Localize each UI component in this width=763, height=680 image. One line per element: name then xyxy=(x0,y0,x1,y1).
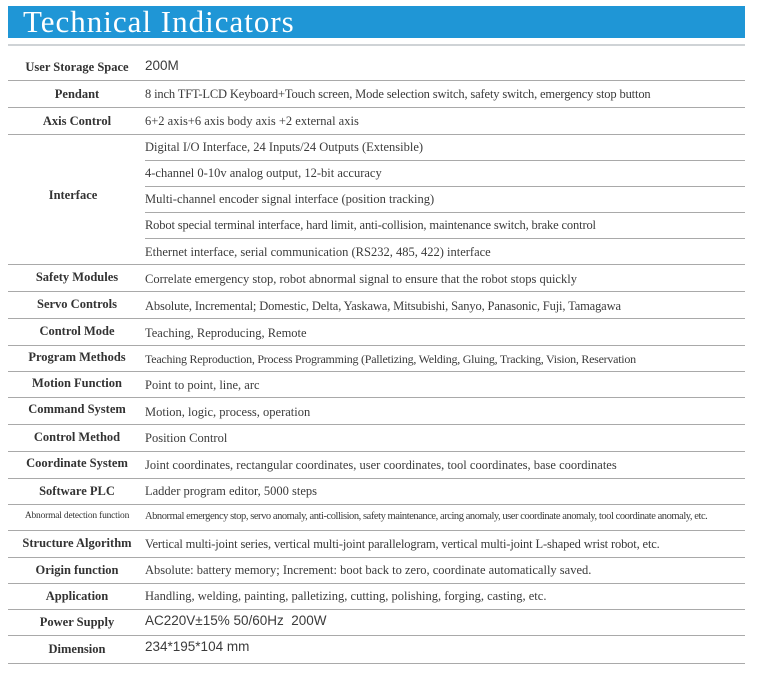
spec-row-structure-algorithm xyxy=(8,531,745,558)
spec-label: User Storage Space xyxy=(25,60,129,74)
page-title: Technical Indicators xyxy=(23,4,295,39)
spec-label: Dimension xyxy=(48,642,106,656)
spec-value: Absolute, Incremental; Domestic, Delta, Yaskawa, Mitsubishi, Sanyo, Panasonic, Fuji, Tamagawa xyxy=(145,299,621,313)
spec-label-interface: Interface xyxy=(48,188,98,202)
spec-value: Teaching, Reproducing, Remote xyxy=(145,326,307,340)
spec-value: Correlate emergency stop, robot abnormal signal to ensure that the robot stops quickly xyxy=(145,272,577,286)
spec-value: Vertical multi-joint series, vertical multi-joint parallelogram, vertical multi-joint L-shaped wrist robot, etc. xyxy=(145,537,660,551)
spec-value: 234*195*104 mm xyxy=(145,639,250,654)
spec-value: Ladder program editor, 5000 steps xyxy=(145,484,318,498)
spec-subrow-interface-5 xyxy=(8,239,745,265)
spec-row-command-system xyxy=(8,398,745,425)
title-bar xyxy=(8,6,745,38)
spec-row-software-plc xyxy=(8,479,745,505)
spec-row-motion-function xyxy=(8,372,745,398)
spec-row-safety-modules xyxy=(8,265,745,292)
spec-row-control-mode xyxy=(8,319,745,346)
spec-subrow-interface-3 xyxy=(145,187,745,213)
spec-row-servo-controls xyxy=(8,292,745,319)
spec-subrow-interface-4 xyxy=(145,213,745,239)
spec-row-program-methods xyxy=(8,346,745,372)
spec-value: 200M xyxy=(145,58,179,73)
spec-row-pendant xyxy=(8,81,745,108)
spec-value: Joint coordinates, rectangular coordinates, user coordinates, tool coordinates, base coordinates xyxy=(145,458,617,472)
spec-row-coordinate-system xyxy=(8,452,745,479)
spec-subrow-interface-1 xyxy=(145,135,745,161)
spec-row-user-storage-space xyxy=(8,54,745,81)
spec-row-control-method xyxy=(8,425,745,452)
spec-value: AC220V±15% 50/60Hz 200W xyxy=(145,613,327,628)
spec-label: Abnormal detection function xyxy=(24,511,130,521)
spec-label: Motion Function xyxy=(32,376,122,390)
spec-row-axis-control xyxy=(8,108,745,135)
spec-value: Motion, logic, process, operation xyxy=(145,405,311,419)
spec-label: Control Mode xyxy=(39,324,115,338)
spec-value: Absolute: battery memory; Increment: boot back to zero, coordinate automatically saved. xyxy=(145,563,592,577)
spec-value: Position Control xyxy=(145,431,228,445)
spec-value: Handling, welding, painting, palletizing, cutting, polishing, forging, casting, etc. xyxy=(145,589,547,603)
spec-row-abnormal-detection xyxy=(8,505,745,531)
spec-label: Power Supply xyxy=(39,615,115,629)
spec-row-origin-function xyxy=(8,558,745,584)
spec-label: Servo Controls xyxy=(37,297,117,311)
spec-label: Structure Algorithm xyxy=(22,536,132,550)
spec-value: Point to point, line, arc xyxy=(145,378,260,392)
spec-label: Control Method xyxy=(33,430,121,444)
spec-label: Application xyxy=(45,589,109,603)
spec-value: Ethernet interface, serial communication (RS232, 485, 422) interface xyxy=(145,245,491,259)
spec-value: 8 inch TFT-LCD Keyboard+Touch screen, Mode selection switch, safety switch, emergency stop button xyxy=(145,87,651,101)
spec-value: Abnormal emergency stop, servo anomaly, anti-collision, safety maintenance, arcing anomaly, user coordinate anomaly, tool coordinate anomaly, etc. xyxy=(145,511,708,522)
spec-label: Origin function xyxy=(35,563,119,577)
spec-value: Robot special terminal interface, hard limit, anti-collision, maintenance switch, brake control xyxy=(145,218,596,232)
spec-row-dimension xyxy=(8,636,745,664)
spec-label: Program Methods xyxy=(28,350,126,364)
spec-label: Software PLC xyxy=(39,484,115,498)
spec-label: Pendant xyxy=(54,87,100,101)
spec-label: Axis Control xyxy=(42,114,112,128)
spec-label: Safety Modules xyxy=(35,270,119,284)
spec-value: 4-channel 0-10v analog output, 12-bit accuracy xyxy=(145,166,382,180)
spec-value: 6+2 axis+6 axis body axis +2 external axis xyxy=(145,114,359,128)
spec-value: Digital I/O Interface, 24 Inputs/24 Outputs (Extensible) xyxy=(145,140,424,154)
spec-value: Multi-channel encoder signal interface (position tracking) xyxy=(145,192,435,206)
spec-subrow-interface-2 xyxy=(145,161,745,187)
spec-label: Command System xyxy=(28,402,126,416)
title-underline xyxy=(8,44,745,46)
spec-label: Coordinate System xyxy=(26,456,128,470)
spec-value: Teaching Reproduction, Process Programming (Palletizing, Welding, Gluing, Tracking, Vision, Reservation xyxy=(145,352,636,366)
spec-row-application xyxy=(8,584,745,610)
spec-row-power-supply xyxy=(8,610,745,636)
